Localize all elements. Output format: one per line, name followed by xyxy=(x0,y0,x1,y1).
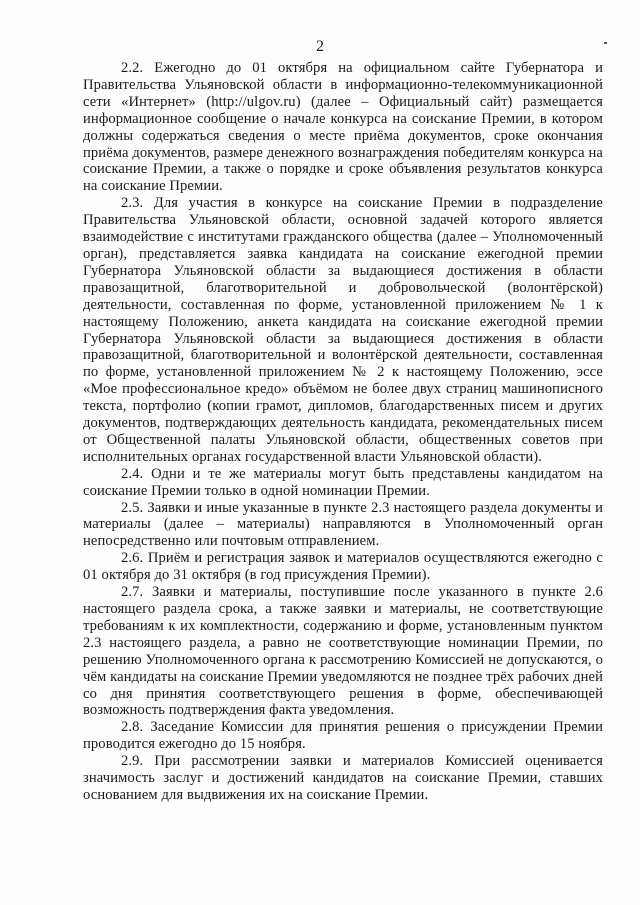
paragraph-2-8: 2.8. Заседание Комиссии для принятия решения о присуждении Премии проводится ежегодно до 15 ноября. xyxy=(83,719,603,753)
paragraph-2-6: 2.6. Приём и регистрация заявок и материалов осуществляются ежегодно с 01 октября до 31 октября (в год присуждения Премии). xyxy=(83,550,603,584)
paragraph-2-4: 2.4. Одни и те же материалы могут быть представлены кандидатом на соискание Премии только в одной номинации Премии. xyxy=(83,465,603,499)
scan-artifact xyxy=(604,42,607,44)
paragraph-2-2: 2.2. Ежегодно до 01 октября на официальном сайте Губернатора и Правительства Ульяновской области в информационно-телекоммуникационной сети «Интернет» (http://ulgov.ru) (далее – Официальный сайт) размещается информационное сообщение о начале конкурса на соискание Премии, в котором должны содержаться сведения о месте приёма документов, сроке окончания приёма документов, размере денежного вознаграждения победителям конкурса на соискание Премии, а также о порядке и сроке объявления результатов конкурса на соискание Премии. xyxy=(83,60,603,195)
document-body xyxy=(83,60,603,804)
paragraph-2-7: 2.7. Заявки и материалы, поступившие после указанного в пункте 2.6 настоящего раздела срока, а также заявки и материалы, не соответствующие требованиям к их комплектности, содержанию и форме, установленным пунктом 2.3 настоящего раздела, а равно не соответствующие номинации Премии, по решению Уполномоченного органа к рассмотрению Комиссией не допускаются, о чём кандидаты на соискание Премии уведомляются не позднее трёх рабочих дней со дня принятия соответствующего решения в форме, обеспечивающей возможность подтверждения факта уведомления. xyxy=(83,584,603,719)
page-number: 2 xyxy=(316,38,324,55)
paragraph-2-3: 2.3. Для участия в конкурсе на соискание Премии в подразделение Правительства Ульяновской области, основной задачей которого является взаимодействие с институтами гражданского общества (далее – Уполномоченный орган), представляется заявка кандидата на соискание ежегодной премии Губернатора Ульяновской области за выдающиеся достижения в области правозащитной, благотворительной и добровольческой (волонтёрской) деятельности, составленная по форме, установленной приложением № 1 к настоящему Положению, анкета кандидата на соискание ежегодной премии Губернатора Ульяновской области за выдающиеся достижения в области правозащитной, благотворительной и волонтёрской деятельности, составленная по форме, установленной приложением № 2 к настоящему Положению, эссе «Мое профессиональное кредо» объёмом не более двух страниц машинописного текста, портфолио (копии грамот, дипломов, благодарственных писем и других документов, подтверждающих деятельность кандидата, рекомендательных писем от Общественной палаты Ульяновской области, общественных советов при исполнительных органах государственной власти Ульяновской области). xyxy=(83,195,603,465)
paragraph-2-9: 2.9. При рассмотрении заявки и материалов Комиссией оценивается значимость заслуг и достижений кандидатов на соискание Премии, ставших основанием для выдвижения их на соискание Премии. xyxy=(83,753,603,803)
paragraph-2-5: 2.5. Заявки и иные указанные в пункте 2.3 настоящего раздела документы и материалы (далее – материалы) направляются в Уполномоченный орган непосредственно или почтовым отправлением. xyxy=(83,499,603,550)
